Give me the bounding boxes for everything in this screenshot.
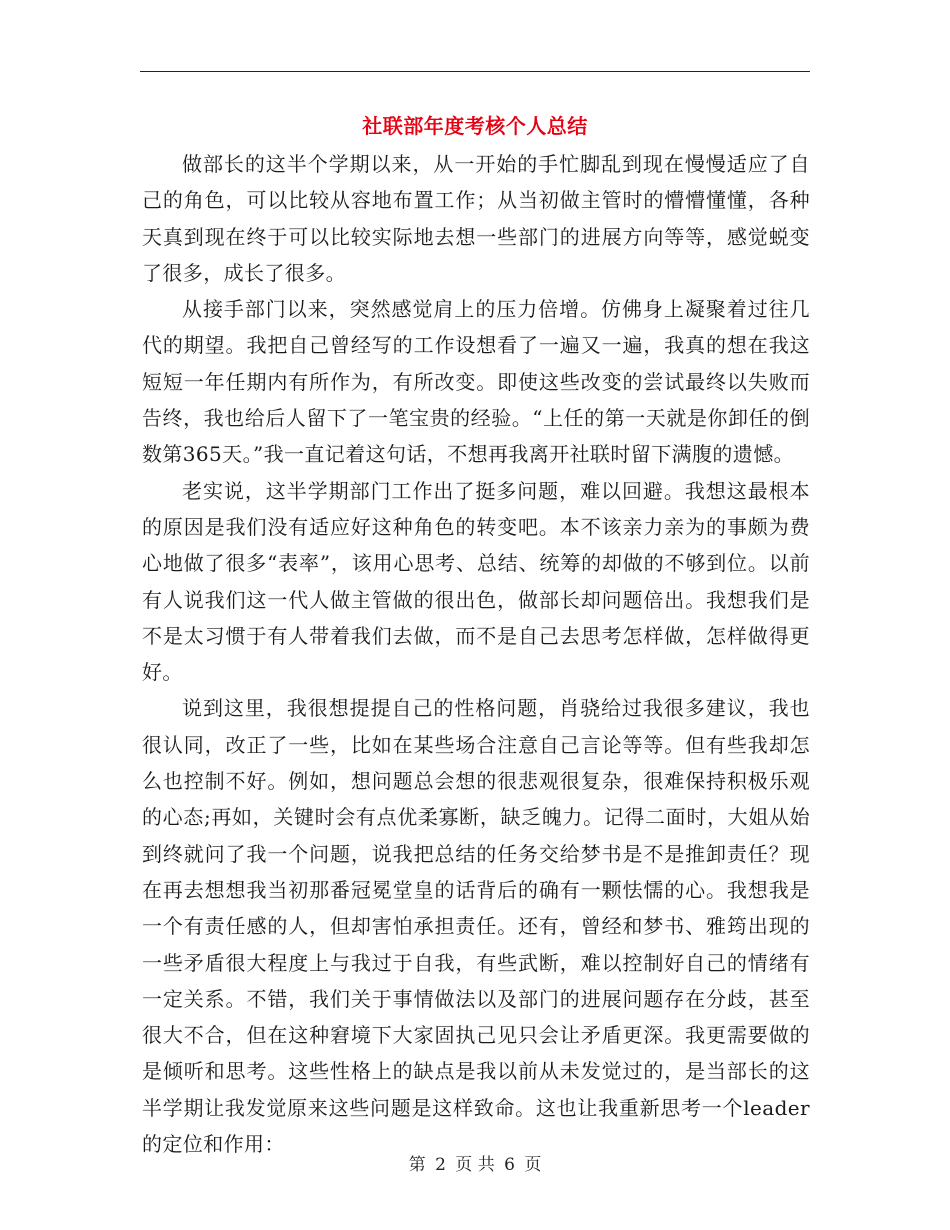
paragraph: 老实说，这半学期部门工作出了挺多问题，难以回避。我想这最根本的原因是我们没有适应好这种角色的转变吧。本不该亲力亲为的事颇为费心地做了很多“表率”，该用心思考、总结、统筹的却做的不够到位。以前有人说我们这一代人做主管做的很出色，做部长却问题倍出。我想我们是不是太习惯于有人带着我们去做，而不是自己去思考怎样做，怎样做得更好。 — [142, 478, 810, 685]
current-page-number: 2 — [435, 1155, 446, 1175]
page-footer — [0, 1153, 950, 1177]
footer-prefix: 第 — [408, 1155, 426, 1175]
header-rule — [140, 71, 810, 72]
footer-suffix: 页 — [524, 1155, 542, 1175]
document-title: 社联部年度考核个人总结 — [362, 114, 588, 138]
paragraph: 做部长的这半个学期以来，从一开始的手忙脚乱到现在慢慢适应了自己的角色，可以比较从容地布置工作；从当初做主管时的懵懵懂懂，各种天真到现在终于可以比较实际地去想一些部门的进展方向等等，感觉蜕变了很多，成长了很多。 — [142, 152, 810, 285]
total-pages-number: 6 — [504, 1155, 515, 1175]
paragraph: 从接手部门以来，突然感觉肩上的压力倍增。仿佛身上凝聚着过往几代的期望。我把自己曾经写的工作设想看了一遍又一遍，我真的想在我这短短一年任期内有所作为，有所改变。即使这些改变的尝试最终以失败而告终，我也给后人留下了一笔宝贵的经验。“上任的第一天就是你卸任的倒数第365天。”我一直记着这句话，不想再我离开社联时留下满腹的遗憾。 — [142, 297, 810, 467]
document-body — [142, 146, 810, 1162]
footer-middle: 页 共 — [455, 1155, 495, 1175]
paragraph: 说到这里，我很想提提自己的性格问题，肖骁给过我很多建议，我也很认同，改正了一些，比如在某些场合注意自己言论等等。但有些我却怎么也控制不好。例如，想问题总会想的很悲观很复杂，很难保持积极乐观的心态;再如，关键时会有点优柔寡断，缺乏魄力。记得二面时，大姐从始到终就问了我一个问题，说我把总结的任务交给梦书是不是推卸责任？现在再去想想我当初那番冠冕堂皇的话背后的确有一颗怯懦的心。我想我是一个有责任感的人，但却害怕承担责任。还有，曾经和梦书、雅筠出现的一些矛盾很大程度上与我过于自我，有些武断，难以控制好自己的情绪有一定关系。不错，我们关于事情做法以及部门的进展问题存在分歧，甚至很大不合，但在这种窘境下大家固执己见只会让矛盾更深。我更需要做的是倾听和思考。这些性格上的缺点是我以前从未发觉过的，是当部长的这半学期让我发觉原来这些问题是这样致命。这也让我重新思考一个leader的定位和作用： — [142, 696, 810, 1157]
